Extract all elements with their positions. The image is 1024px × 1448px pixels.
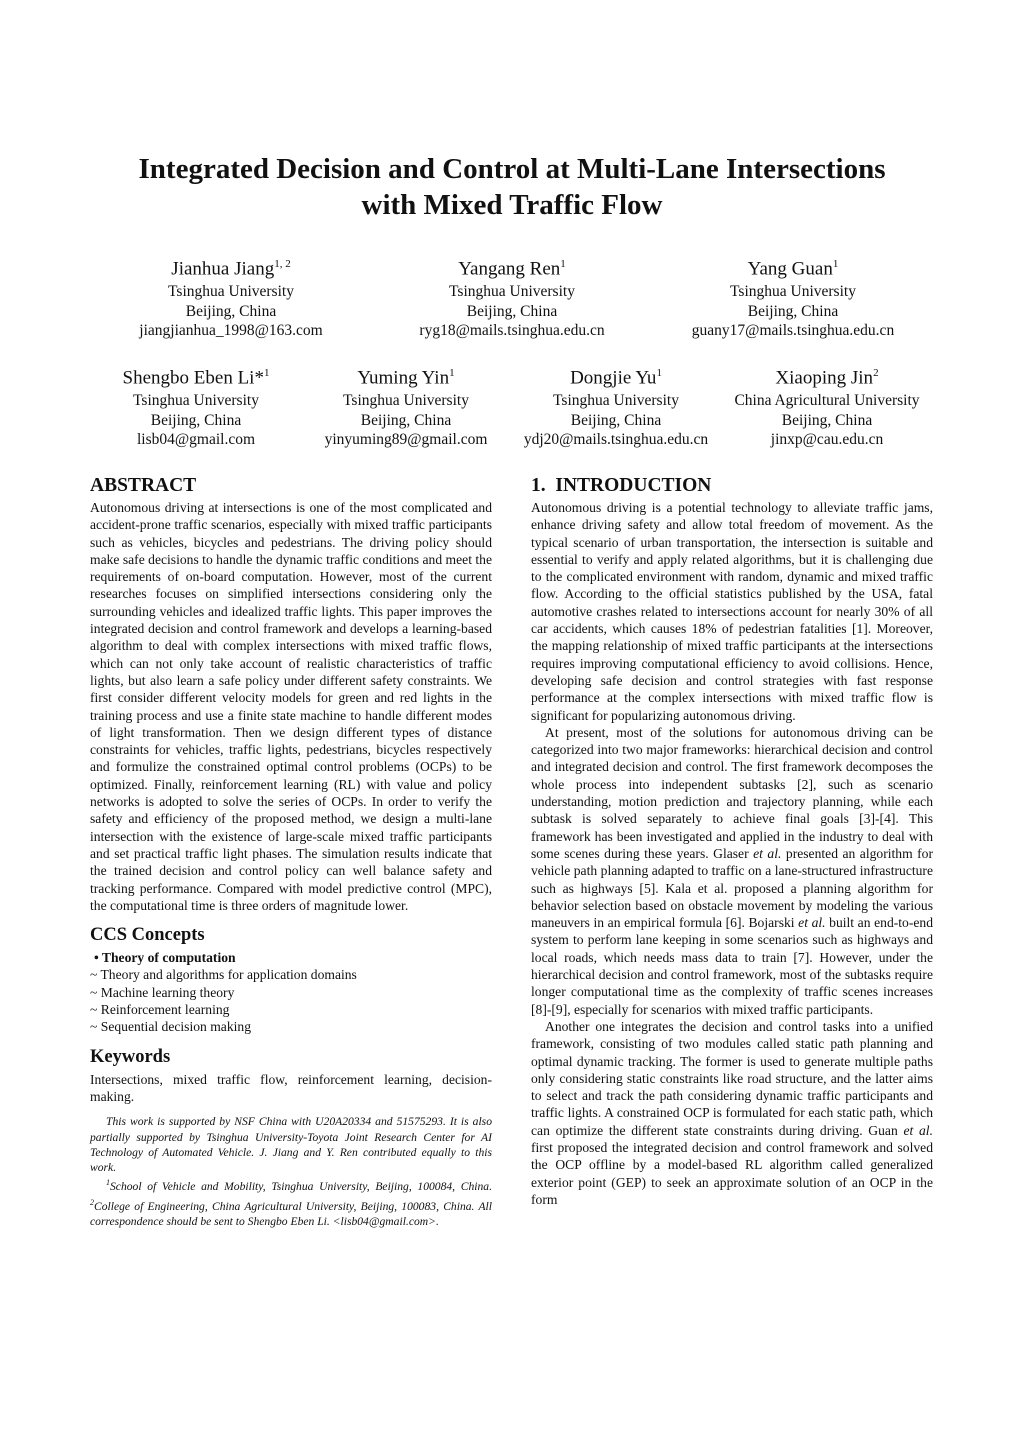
author-location: Beijing, China	[466, 302, 558, 320]
footnote-affiliations: $^1$School of Vehicle and Mobility, Tsinghua University, Beijing, 100084, China. $^2$College of Engineering, China Agricultural University, Beijing, 100083, China. All correspondence should be sent to Shengbo Eben Li. <lisb04@gmail.com>.	[90, 1178, 492, 1228]
author-affiliation: Tsinghua University	[133, 392, 259, 410]
author-location: Beijing, China	[185, 302, 277, 320]
author-email: guany17@mails.tsinghua.edu.cn	[691, 322, 895, 340]
author-email: ryg18@mails.tsinghua.edu.cn	[419, 322, 605, 340]
author-block	[96, 361, 296, 450]
footnote-funding: This work is supported by NSF China with U20A20334 and 51575293. It is also partially supported by Tsinghua University-Toyota Joint Research Center for AI Technology of Automated Vehicle. J. Jiang and Y. Ren contributed equally to this work.	[90, 1115, 492, 1175]
author-name: Shengbo Eben Li*$^1$	[122, 367, 270, 389]
author-name: Yangang Ren$^1$	[458, 258, 566, 280]
author-name: Yuming Yin$^1$	[357, 367, 455, 389]
author-affiliation: Tsinghua University	[553, 392, 679, 410]
keywords-heading: Keywords	[90, 1046, 171, 1067]
author-affiliation: Tsinghua University	[343, 392, 469, 410]
author-name: Xiaoping Jin$^2$	[775, 367, 879, 389]
introduction-heading: 1. INTRODUCTION	[531, 475, 712, 496]
author-location: Beijing, China	[781, 411, 873, 429]
title-line-2: with Mixed Traffic Flow	[361, 189, 663, 221]
author-name: Yang Guan$^1$	[747, 258, 839, 280]
ccs-item: ~ Machine learning theory	[90, 984, 235, 1000]
abstract-heading: ABSTRACT	[90, 475, 197, 496]
author-name: Dongjie Yu$^1$	[570, 367, 662, 389]
author-block	[717, 361, 937, 450]
ccs-list	[90, 949, 492, 1035]
ccs-top-concept: • Theory of computation	[94, 950, 236, 966]
intro-paragraph-1: Autonomous driving is a potential technology to alleviate traffic jams, enhance driving safety and allow total freedom of movement. As the typical scenario of urban transportation, the intersection is suitable and essential to verify and apply related algorithms, but it is challenging due to the complicated environment with random, dynamic and mixed traffic flow. According to the official statistics published by the USA, fatal automotive crashes related to intersections account for nearly 30% of all car accidents, which causes 18% of pedestrian fatalities [1]. Moreover, the mapping relationship of mixed traffic participants at the intersections requires improving computational efficiency to avoid collisions. Hence, developing safe decision and control strategies with fast response performance at the complex intersections with mixed traffic flow is significant for popularizing autonomous driving.	[531, 500, 933, 723]
author-affiliation: Tsinghua University	[449, 283, 575, 301]
author-email: lisb04@gmail.com	[136, 431, 256, 449]
author-email: jinxp@cau.edu.cn	[770, 431, 884, 449]
author-email: yinyuming89@gmail.com	[324, 431, 488, 449]
author-email: ydj20@mails.tsinghua.edu.cn	[523, 431, 709, 449]
intro-paragraph-2: At present, most of the solutions for autonomous driving can be categorized into two major frameworks: hierarchical decision and control and integrated decision and control. The first framework decomposes the whole process into independent subtasks [2], such as scenario understanding, motion prediction and trajectory planning, while each subtask is solved separately to achieve final goals [3]-[4]. This framework has been investigated and applied in the industry to deal with some scenes during these years. Glaser et al. presented an algorithm for vehicle path planning adapted to traffic on a lane-structured infrastructure such as highways [5]. Kala et al. proposed a planning algorithm for behavior selection based on obstacle movement by modeling the various maneuvers in an empirical formula [6]. Bojarski et al. built an end-to-end system to perform lane keeping in some scenarios such as highways and local roads, which needs mass data to train [7]. However, under the hierarchical decision and control framework, most of the subtasks require longer computational time as the complexity of traffic scenes increases [8]-[9], especially for scenarios with mixed traffic participants.	[531, 724, 934, 1017]
author-block	[516, 361, 716, 450]
left-column	[90, 474, 492, 1229]
right-column	[531, 474, 933, 1208]
keywords-text: Intersections, mixed traffic flow, reinforcement learning, decision-making.	[90, 1071, 492, 1104]
intro-paragraph-3: Another one integrates the decision and control tasks into a unified framework, consisting of two modules called static path planning and optimal dynamic tracking. The former is used to generate multiple paths only considering static constraints like road structure, and the latter aims to select and track the path considering dynamic traffic participants and traffic lights. A constrained OCP is formulated for each static path, which can optimize the different state constraints during driving. Guan et al. first proposed the integrated decision and control framework and solved the OCP offline by a model-based RL algorithm called generalized exterior point (GEP) to seek an approximate solution of an OCP in the form	[531, 1018, 933, 1207]
author-location: Beijing, China	[570, 411, 662, 429]
ccs-item: ~ Sequential decision making	[90, 1019, 252, 1035]
author-affiliation: Tsinghua University	[730, 283, 856, 301]
author-affiliation: China Agricultural University	[734, 392, 920, 410]
author-name: Jianhua Jiang$^{1, 2}$	[171, 258, 291, 280]
author-affiliation: Tsinghua University	[168, 283, 294, 301]
author-location: Beijing, China	[747, 302, 839, 320]
author-location: Beijing, China	[360, 411, 452, 429]
ccs-item: ~ Reinforcement learning	[90, 1002, 230, 1018]
ccs-heading: CCS Concepts	[90, 925, 205, 946]
paper-title	[0, 151, 1024, 223]
author-email: jiangjianhua_1998@163.com	[139, 322, 323, 340]
author-block	[673, 252, 913, 341]
author-location: Beijing, China	[150, 411, 242, 429]
ccs-item: ~ Theory and algorithms for application domains	[90, 967, 357, 983]
abstract-text: Autonomous driving at intersections is one of the most complicated and accident-prone traffic scenarios, especially with mixed traffic participants such as vehicles, bicycles and pedestrians. The driving policy should make safe decisions to handle the dynamic traffic conditions and meet the requirements of on-board computation. However, most of the current researches focuses on simplified intersections considering only the surrounding vehicles and idealized traffic lights. This paper improves the integrated decision and control framework and develops a learning-based algorithm to deal with complex intersections with mixed traffic flows, which can not only take account of realistic characteristics of traffic lights, but also learn a safe policy under different safety constraints. We first consider different velocity models for green and red lights in the training process and use a finite state machine to handle different modes of light transformation. Then we design different types of distance constraints for vehicles, traffic lights, pedestrians, bicycles respectively and formulize the constrained optimal control problems (OCPs) to be optimized. Finally, reinforcement learning (RL) with value and policy networks is adopted to solve the series of OCPs. In order to verify the safety and efficiency of the proposed method, we design a multi-lane intersection with the existence of large-scale mixed traffic participants and set practical traffic light phases. The simulation results indicate that the trained decision and control policy can well balance safety and tracking performance. Compared with model predictive control (MPC), the computational time is three orders of magnitude lower.	[90, 500, 492, 913]
title-line-1: Integrated Decision and Control at Multi-Lane Intersections	[138, 153, 886, 185]
author-block	[392, 252, 632, 341]
author-block	[111, 252, 351, 341]
author-block	[306, 361, 506, 450]
footnote	[90, 1114, 492, 1229]
